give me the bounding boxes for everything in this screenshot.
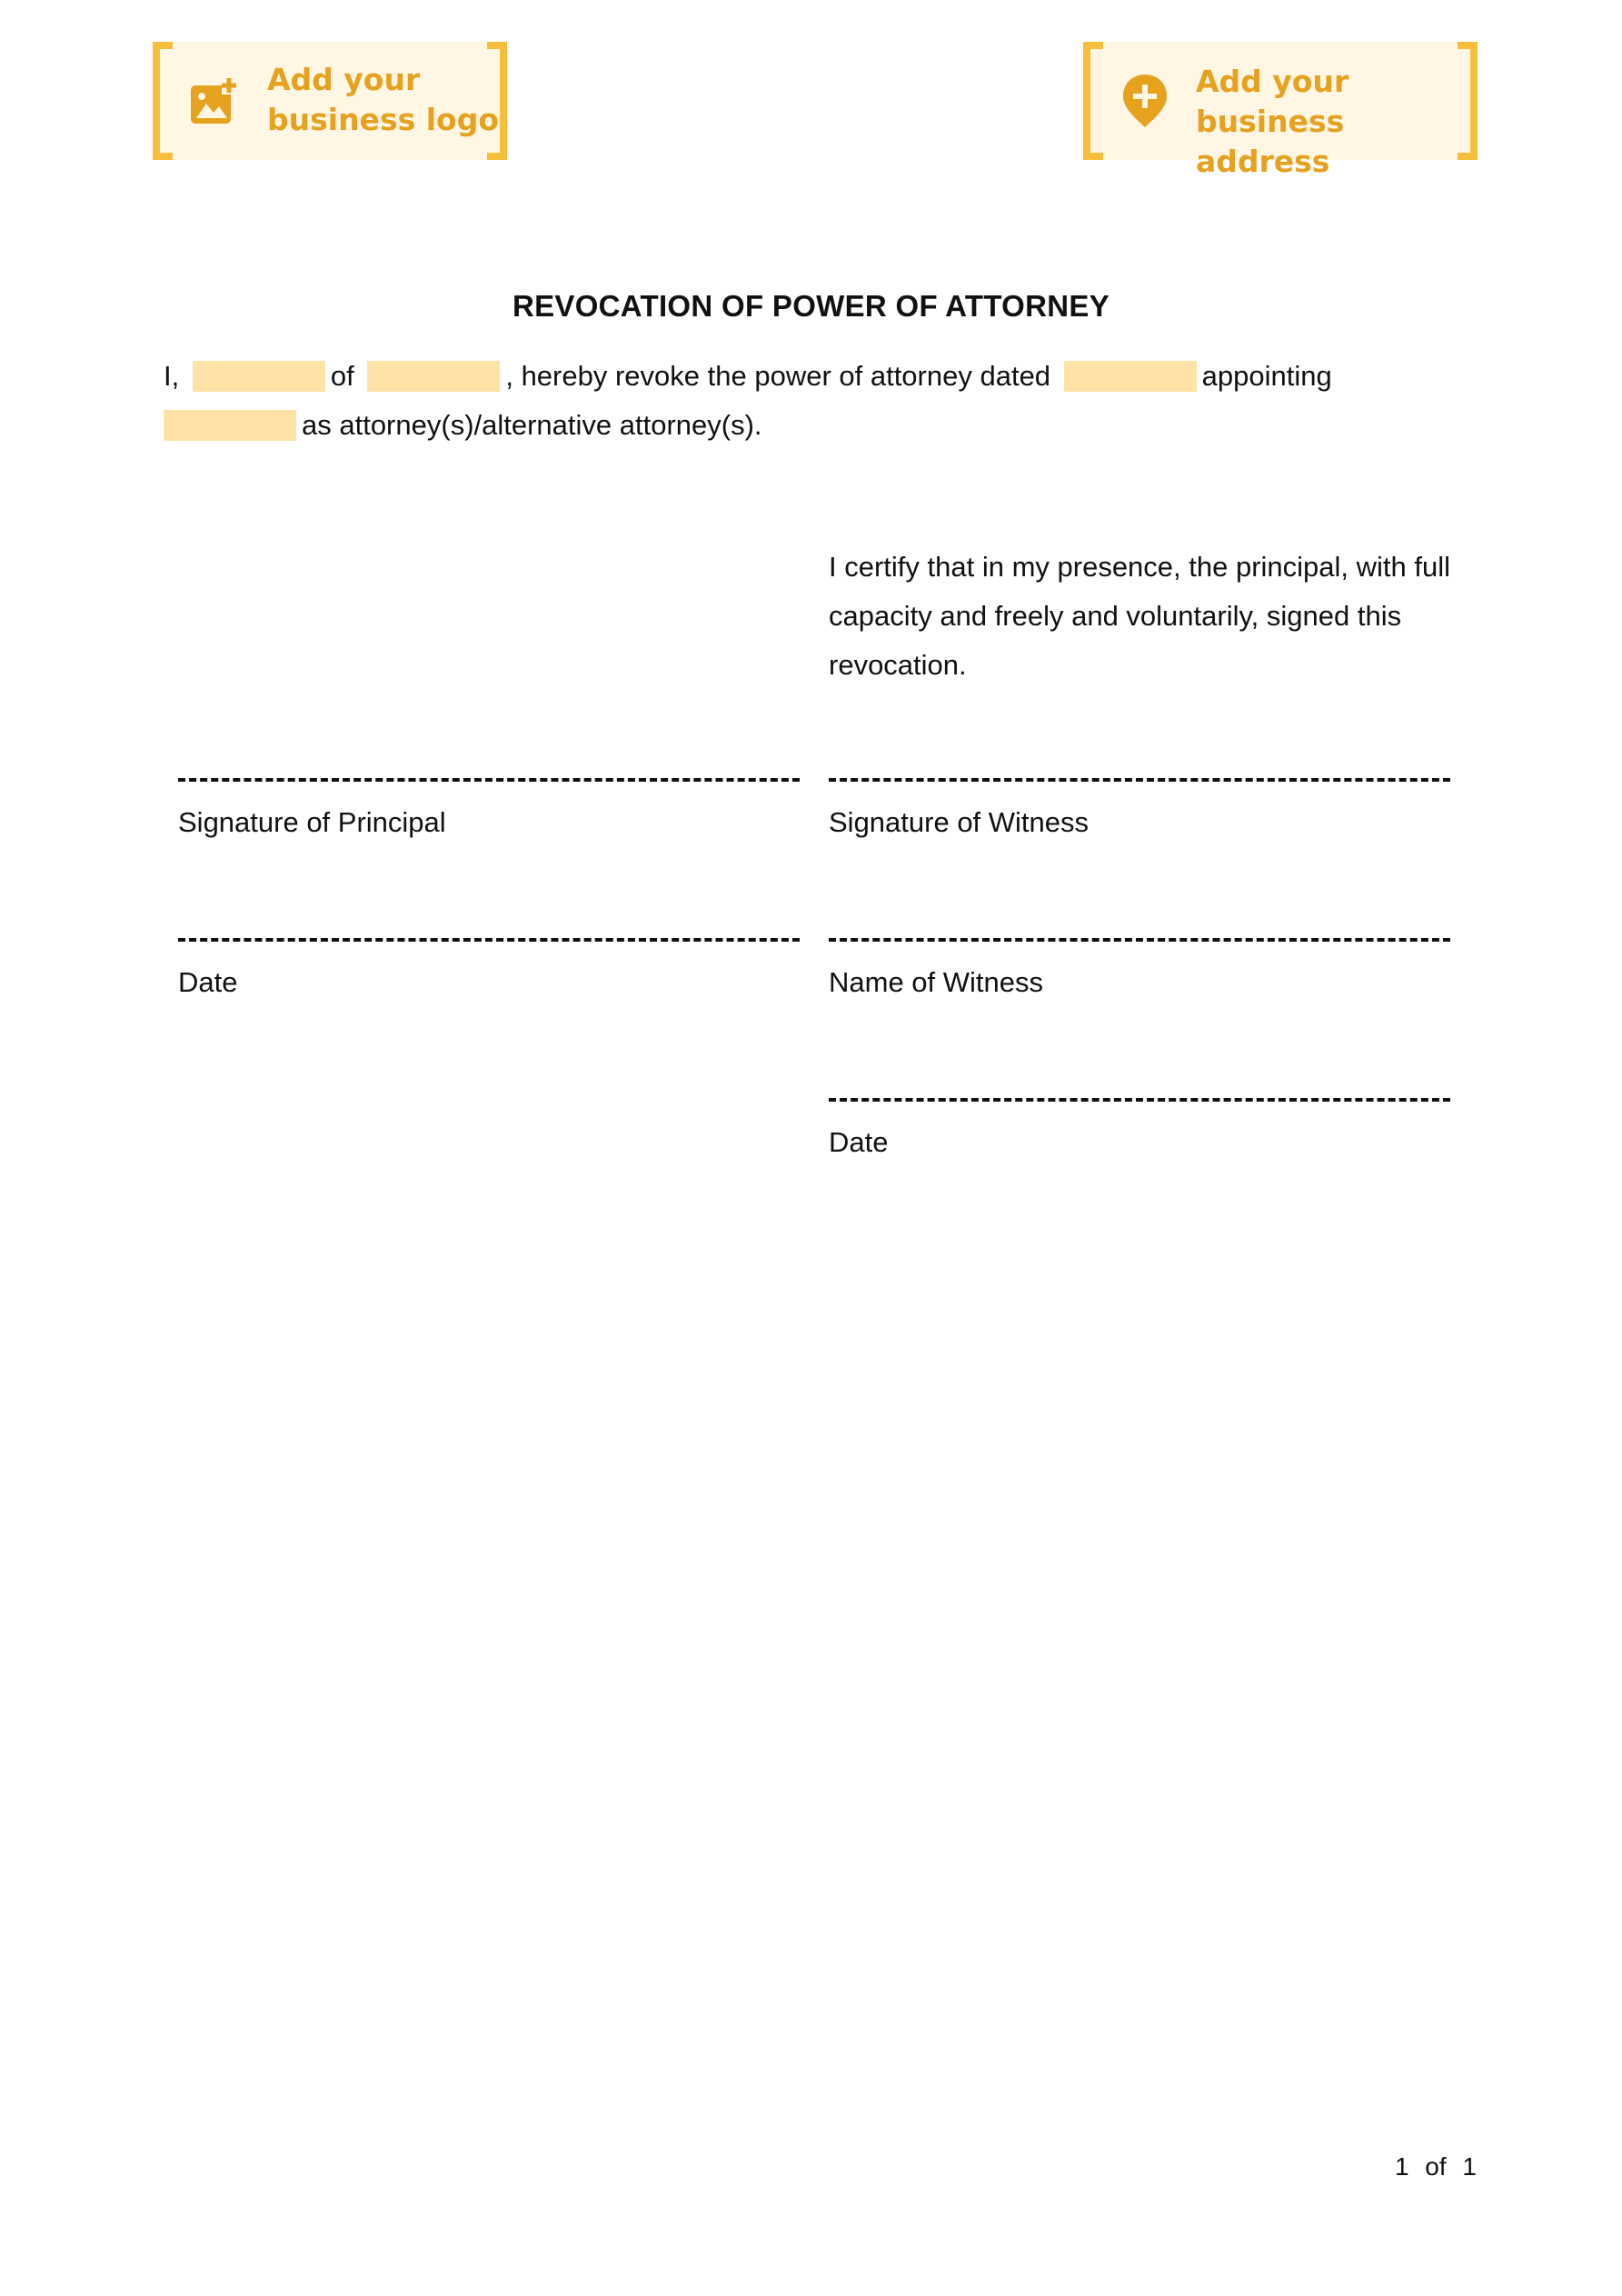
bracket-left	[153, 42, 173, 160]
witness-date-line[interactable]	[829, 1098, 1450, 1102]
add-logo-line2: business logo	[267, 102, 499, 137]
principal-date-label: Date	[178, 966, 238, 998]
statement-text-attorneys: as attorney(s)/alternative attorney(s).	[302, 409, 762, 441]
add-logo-line1: Add your	[267, 62, 421, 97]
statement-text-i: I,	[164, 360, 180, 392]
principal-signature-label: Signature of Principal	[178, 806, 446, 838]
document-title: REVOCATION OF POWER OF ATTORNEY	[512, 289, 1110, 323]
principal-signature-line[interactable]	[178, 778, 800, 782]
revocation-statement-line1	[164, 356, 1332, 396]
principal-date-line[interactable]	[178, 938, 800, 942]
witness-certification: I certify that in my presence, the principal, with full capacity and freely and voluntarily, signed this revocation.	[829, 551, 1451, 681]
add-address-text	[1196, 62, 1478, 182]
add-location-pin-icon	[1121, 73, 1169, 134]
principal-address-field[interactable]	[367, 361, 500, 392]
add-address-placeholder[interactable]	[1083, 42, 1478, 179]
add-address-line2: business address	[1196, 104, 1345, 179]
statement-text-appointing: appointing	[1201, 360, 1332, 392]
principal-name-field[interactable]	[193, 361, 325, 392]
statement-text-revoke: , hereby revoke the power of attorney dated	[505, 360, 1051, 392]
attorney-name-field[interactable]	[164, 410, 296, 441]
witness-date-label: Date	[829, 1126, 889, 1158]
add-logo-placeholder[interactable]	[153, 42, 507, 160]
add-address-line1: Add your	[1196, 64, 1349, 99]
witness-name-line[interactable]	[829, 938, 1450, 942]
statement-text-of: of	[330, 360, 354, 392]
revocation-statement-line2	[164, 405, 762, 445]
witness-signature-line[interactable]	[829, 778, 1450, 782]
poa-date-field[interactable]	[1064, 361, 1197, 392]
witness-name-label: Name of Witness	[829, 966, 1044, 998]
page-number: 1 of 1	[1394, 2152, 1477, 2181]
bracket-left	[1083, 42, 1103, 160]
add-logo-text	[267, 60, 499, 140]
add-image-icon	[189, 76, 236, 130]
witness-signature-label: Signature of Witness	[829, 806, 1090, 838]
